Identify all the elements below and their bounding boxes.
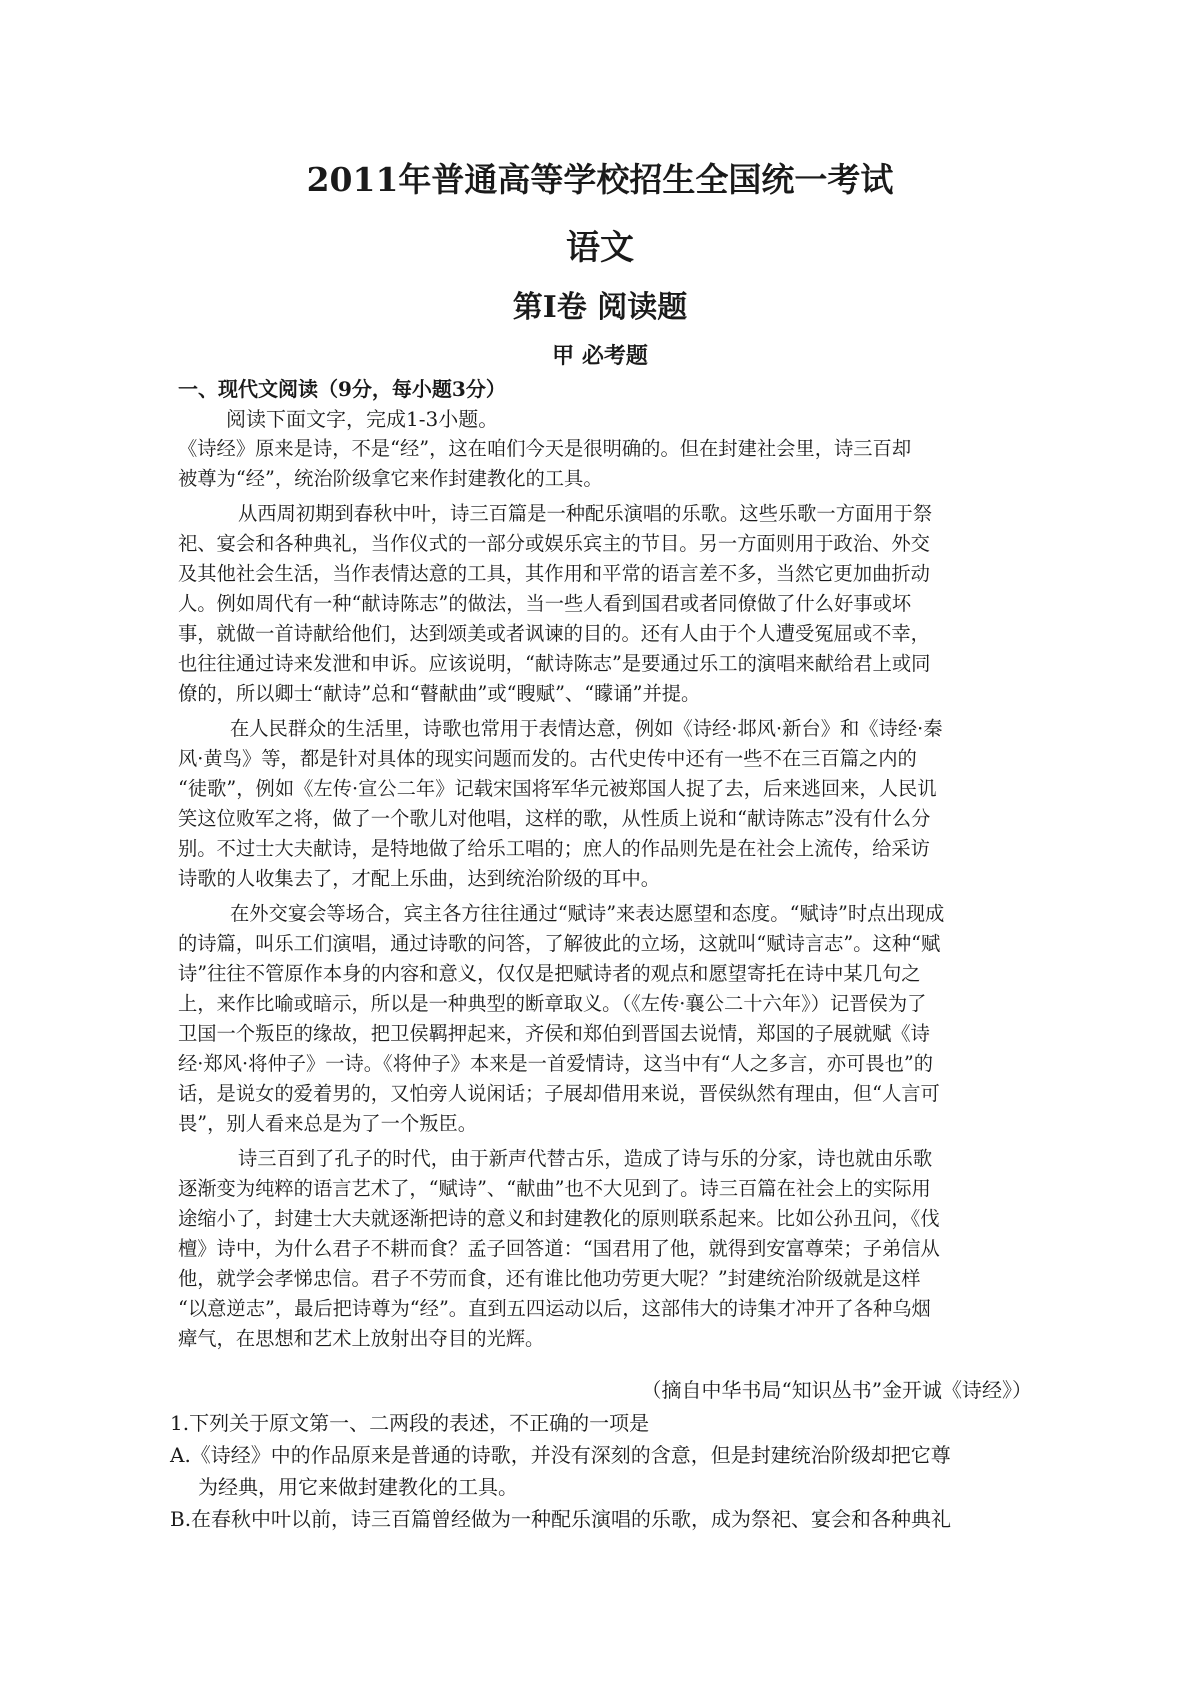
passage-line: 檀》诗中，为什么君子不耕而食？孟子回答道：“国君用了他，就得到安富尊荣；子弟信从 [178, 1237, 940, 1260]
subject-title: 语文 [566, 228, 634, 268]
question-1-option-a-cont: 为经典，用它来做封建教化的工具。 [198, 1475, 518, 1499]
passage-line: 诗三百到了孔子的时代，由于新声代替古乐，造成了诗与乐的分家，诗也就由乐歌 [238, 1147, 933, 1170]
passage-line: 笑这位败军之将，做了一个歌儿对他唱，这样的歌，从性质上说和“献诗陈志”没有什么分 [178, 807, 931, 830]
passage-line: 上，来作比喻或暗示，所以是一种典型的断章取义。（《左传·襄公二十六年》）记晋侯为了 [178, 992, 927, 1015]
passage-line: 的诗篇，叫乐工们演唱，通过诗歌的问答，了解彼此的立场，这就叫“赋诗言志”。这种“赋 [178, 932, 941, 955]
passage-source: （摘自中华书局“知识丛书”金开诚《诗经》） [641, 1378, 1032, 1402]
exam-title: 2011年普通高等学校招生全国统一考试 [306, 160, 894, 199]
passage-line: 他，就学会孝悌忠信。君子不劳而食，还有谁比他功劳更大呢？”封建统治阶级就是这样 [178, 1267, 921, 1290]
question-1-option-a: A.《诗经》中的作品原来是普通的诗歌，并没有深刻的含意，但是封建统治阶级却把它尊 [170, 1443, 951, 1467]
question-1-stem: 1.下列关于原文第一、二两段的表述，不正确的一项是 [170, 1411, 650, 1435]
passage-line: 风·黄鸟》等，都是针对具体的现实问题而发的。古代史传中还有一些不在三百篇之内的 [178, 747, 917, 770]
passage-line: 也往往通过诗来发泄和申诉。应该说明，“献诗陈志”是要通过乐工的演唱来献给君上或同 [178, 652, 931, 675]
passage-line: 祀、宴会和各种典礼，当作仪式的一部分或娱乐宾主的节目。另一方面则用于政治、外交 [178, 532, 930, 555]
passage-line: 诗”往往不管原作本身的内容和意义，仅仅是把赋诗者的观点和愿望寄托在诗中某几句之 [178, 962, 921, 985]
volume-title: 第Ⅰ卷 阅读题 [512, 290, 688, 325]
passage-line: 在人民群众的生活里，诗歌也常用于表情达意，例如《诗经·邶风·新台》和《诗经·秦 [230, 717, 943, 740]
passage-line: 僚的，所以卿士“献诗”总和“瞽献曲”或“瞍赋”、“矇诵”并提。 [178, 682, 701, 705]
passage-line: “徒歌”，例如《左传·宣公二年》记载宋国将军华元被郑国人捉了去，后来逃回来，人民讥 [178, 777, 937, 800]
passage-line: 别。不过士大夫献诗，是特地做了给乐工唱的；庶人的作品则先是在社会上流传，给采访 [178, 837, 930, 860]
passage-line: 经·郑风·将仲子》一诗。《将仲子》本来是一首爱情诗，这当中有“人之多言，亦可畏也”的 [178, 1052, 934, 1075]
passage-line: 被尊为“经”，统治阶级拿它来作封建教化的工具。 [178, 467, 603, 490]
passage-line: 话，是说女的爱着男的，又怕旁人说闲话；子展却借用来说，晋侯纵然有理由，但“人言可 [178, 1082, 940, 1105]
passage-line: 逐渐变为纯粹的语言艺术了，“赋诗”、“献曲”也不大见到了。诗三百篇在社会上的实际用 [178, 1177, 931, 1200]
passage-line: 诗歌的人收集去了，才配上乐曲，达到统治阶级的耳中。 [178, 867, 661, 890]
section-instruction: 阅读下面文字，完成1-3小题。 [226, 407, 499, 431]
passage-line: 及其他社会生活，当作表情达意的工具，其作用和平常的语言差不多，当然它更加曲折动 [178, 562, 930, 585]
passage-line: 途缩小了，封建士大夫就逐渐把诗的意义和封建教化的原则联系起来。比如公孙丑问，《伐 [178, 1207, 940, 1230]
passage-line: 卫国一个叛臣的缘故，把卫侯羁押起来，齐侯和郑伯到晋国去说情，郑国的子展就赋《诗 [178, 1022, 930, 1045]
part-title: 甲 必考题 [552, 343, 648, 369]
passage-line: 在外交宴会等场合，宾主各方往往通过“赋诗”来表达愿望和态度。“赋诗”时点出现成 [230, 902, 945, 925]
passage-line: 瘴气，在思想和艺术上放射出夺目的光辉。 [178, 1327, 545, 1350]
passage-line: 人。例如周代有一种“献诗陈志”的做法，当一些人看到国君或者同僚做了什么好事或坏 [178, 592, 912, 615]
section-heading: 一、现代文阅读（9分，每小题3分） [178, 377, 506, 401]
passage-line: “以意逆志”，最后把诗尊为“经”。直到五四运动以后，这部伟大的诗集才冲开了各种乌烟 [178, 1297, 931, 1320]
passage-line: 畏”，别人看来总是为了一个叛臣。 [178, 1112, 478, 1135]
question-1-option-b: B.在春秋中叶以前，诗三百篇曾经做为一种配乐演唱的乐歌，成为祭祀、宴会和各种典礼 [170, 1507, 952, 1531]
passage-line: 《诗经》原来是诗，不是“经”，这在咱们今天是很明确的。但在封建社会里，诗三百却 [178, 437, 912, 460]
passage-line: 从西周初期到春秋中叶，诗三百篇是一种配乐演唱的乐歌。这些乐歌一方面用于祭 [238, 502, 933, 525]
passage-line: 事，就做一首诗献给他们，达到颂美或者讽谏的目的。还有人由于个人遭受冤屈或不幸， [178, 622, 930, 645]
